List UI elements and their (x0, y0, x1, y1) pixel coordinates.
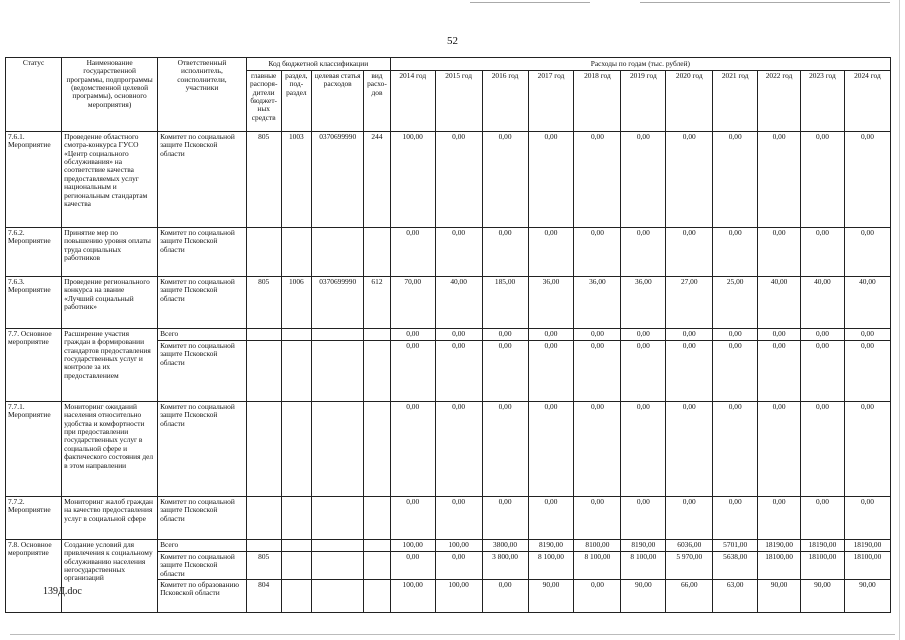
row-status: 7.6.2. Мероприятие (6, 228, 62, 277)
row-year-value: 0,00 (844, 132, 890, 228)
row-vr: 244 (364, 132, 391, 228)
row-year-value: 0,00 (758, 402, 801, 497)
row-year-value: 8190,00 (621, 540, 666, 552)
row-csr (312, 552, 364, 580)
row-year-value: 0,00 (713, 341, 758, 402)
row-year-value: 0,00 (713, 132, 758, 228)
row-year-value: 0,00 (574, 402, 621, 497)
row-year-value: 0,00 (528, 341, 574, 402)
row-year-value: 0,00 (844, 329, 890, 341)
row-year-value: 185,00 (482, 277, 528, 329)
row-status: 7.6.1. Мероприятие (6, 132, 62, 228)
row-year-value: 0,00 (844, 497, 890, 540)
header-year: 2017 год (528, 71, 574, 132)
row-year-value: 0,00 (482, 580, 528, 613)
row-year-value: 0,00 (844, 228, 890, 277)
row-name: Мониторинг ожиданий населения относительно удобства и комфортности при предоставлении государственных услуг в социальной сфере и фактического состояния дел в этом направлении (62, 402, 158, 497)
row-year-value: 0,00 (713, 228, 758, 277)
row-grbs (246, 341, 281, 402)
row-grbs (246, 540, 281, 552)
row-year-value: 36,00 (621, 277, 666, 329)
row-status: 7.7.1. Мероприятие (6, 402, 62, 497)
row-responsible: Комитет по социальной защите Псковской области (158, 132, 247, 228)
row-year-value: 0,00 (713, 497, 758, 540)
row-year-value: 0,00 (528, 329, 574, 341)
row-vr (364, 228, 391, 277)
row-year-value: 0,00 (390, 329, 435, 341)
row-grbs: 804 (246, 580, 281, 613)
row-year-value: 0,00 (621, 228, 666, 277)
row-razdel: 1006 (281, 277, 312, 329)
table-body (6, 132, 891, 613)
row-year-value: 5 970,00 (666, 552, 713, 580)
row-year-value: 0,00 (435, 402, 482, 497)
row-year-value: 0,00 (621, 132, 666, 228)
row-status: 7.7.2. Мероприятие (6, 497, 62, 540)
row-csr: 0370699990 (312, 132, 364, 228)
row-year-value: 100,00 (390, 132, 435, 228)
row-year-value: 0,00 (713, 402, 758, 497)
row-year-value: 0,00 (390, 341, 435, 402)
row-responsible: Комитет по образованию Псковской области (158, 580, 247, 613)
row-grbs: 805 (246, 552, 281, 580)
row-year-value: 0,00 (574, 497, 621, 540)
row-year-value: 3800,00 (482, 540, 528, 552)
row-csr (312, 329, 364, 341)
row-responsible: Всего (158, 540, 247, 552)
row-razdel (281, 402, 312, 497)
row-name: Создание условий для привлечения к социальному обслуживанию населения негосударственных организаций (62, 540, 158, 613)
row-year-value: 0,00 (844, 402, 890, 497)
row-year-value: 36,00 (574, 277, 621, 329)
row-grbs: 805 (246, 132, 281, 228)
row-grbs (246, 402, 281, 497)
row-csr (312, 580, 364, 613)
scan-edge (899, 0, 900, 640)
row-status: 7.6.3. Мероприятие (6, 277, 62, 329)
row-status: 7.7. Основное мероприятие (6, 329, 62, 402)
row-grbs (246, 228, 281, 277)
row-name: Проведение областного смотра-конкурса ГУСО «Центр социального обслуживания» на соответствие качества предоставляемых услуг национальным и региональным стандартам качества (62, 132, 158, 228)
row-year-value: 18100,00 (758, 552, 801, 580)
row-year-value: 0,00 (435, 132, 482, 228)
row-year-value: 90,00 (758, 580, 801, 613)
table-row (6, 329, 891, 341)
row-year-value: 0,00 (574, 341, 621, 402)
table-row (6, 497, 891, 540)
table-row (6, 540, 891, 552)
header-status: Статус (6, 58, 62, 132)
row-year-value: 100,00 (435, 580, 482, 613)
row-status: 7.8. Основное мероприятие (6, 540, 62, 613)
row-year-value: 40,00 (435, 277, 482, 329)
row-year-value: 40,00 (801, 277, 845, 329)
row-year-value: 0,00 (666, 228, 713, 277)
row-year-value: 18190,00 (844, 540, 890, 552)
row-year-value: 90,00 (801, 580, 845, 613)
row-year-value: 0,00 (528, 228, 574, 277)
row-razdel (281, 580, 312, 613)
header-year: 2020 год (666, 71, 713, 132)
row-responsible: Комитет по социальной защите Псковской области (158, 402, 247, 497)
row-year-value: 0,00 (482, 132, 528, 228)
row-year-value: 0,00 (435, 552, 482, 580)
row-year-value: 0,00 (435, 341, 482, 402)
row-year-value: 0,00 (574, 228, 621, 277)
scan-artifact-line (640, 2, 890, 3)
row-razdel: 1003 (281, 132, 312, 228)
row-year-value: 0,00 (801, 132, 845, 228)
row-razdel (281, 540, 312, 552)
row-year-value: 0,00 (758, 132, 801, 228)
row-year-value: 8 100,00 (621, 552, 666, 580)
row-year-value: 0,00 (435, 497, 482, 540)
row-grbs (246, 497, 281, 540)
row-year-value: 0,00 (482, 341, 528, 402)
row-year-value: 0,00 (390, 552, 435, 580)
row-year-value: 0,00 (390, 402, 435, 497)
row-year-value: 63,00 (713, 580, 758, 613)
row-year-value: 0,00 (666, 402, 713, 497)
header-year: 2016 год (482, 71, 528, 132)
row-year-value: 0,00 (482, 228, 528, 277)
row-csr (312, 228, 364, 277)
header-year: 2019 год (621, 71, 666, 132)
row-razdel (281, 341, 312, 402)
row-year-value: 0,00 (758, 341, 801, 402)
table-row (6, 132, 891, 228)
row-grbs: 805 (246, 277, 281, 329)
row-year-value: 6036,00 (666, 540, 713, 552)
row-year-value: 40,00 (758, 277, 801, 329)
row-year-value: 0,00 (574, 329, 621, 341)
header-year: 2021 год (713, 71, 758, 132)
row-year-value: 8 100,00 (528, 552, 574, 580)
row-year-value: 0,00 (574, 580, 621, 613)
row-year-value: 0,00 (528, 132, 574, 228)
row-responsible: Комитет по социальной защите Псковской области (158, 497, 247, 540)
row-year-value: 27,00 (666, 277, 713, 329)
row-name: Расширение участия граждан в формировании стандартов предоставления государственных услуг и контроле за их предоставлением (62, 329, 158, 402)
row-vr (364, 580, 391, 613)
row-year-value: 100,00 (390, 540, 435, 552)
row-year-value: 18100,00 (844, 552, 890, 580)
row-razdel (281, 497, 312, 540)
row-year-value: 0,00 (801, 329, 845, 341)
row-year-value: 0,00 (390, 228, 435, 277)
row-year-value: 0,00 (482, 329, 528, 341)
row-responsible: Всего (158, 329, 247, 341)
row-year-value: 90,00 (621, 580, 666, 613)
row-year-value: 0,00 (801, 402, 845, 497)
row-year-value: 0,00 (666, 497, 713, 540)
header-expenses: Расходы по годам (тыс. рублей) (390, 58, 890, 71)
scan-artifact-line (10, 634, 895, 635)
row-responsible: Комитет по социальной защите Псковской области (158, 341, 247, 402)
row-razdel (281, 552, 312, 580)
row-year-value: 18190,00 (801, 540, 845, 552)
row-year-value: 0,00 (758, 497, 801, 540)
row-vr (364, 540, 391, 552)
row-year-value: 0,00 (435, 228, 482, 277)
row-year-value: 100,00 (390, 580, 435, 613)
row-year-value: 0,00 (801, 497, 845, 540)
row-year-value: 90,00 (528, 580, 574, 613)
row-csr (312, 402, 364, 497)
table-row (6, 402, 891, 497)
row-year-value: 0,00 (844, 341, 890, 402)
row-year-value: 0,00 (390, 497, 435, 540)
row-year-value: 0,00 (482, 497, 528, 540)
row-responsible: Комитет по социальной защите Псковской области (158, 552, 247, 580)
scan-artifact-line (470, 2, 590, 3)
row-grbs (246, 329, 281, 341)
header-year: 2023 год (801, 71, 845, 132)
row-razdel (281, 228, 312, 277)
row-year-value: 0,00 (666, 341, 713, 402)
footer-filename: 139Д.doc (43, 586, 82, 597)
header-razdel: раздел, под-раздел (281, 71, 312, 132)
row-vr (364, 341, 391, 402)
budget-table (5, 57, 891, 613)
row-name: Мониторинг жалоб граждан на качество предоставления услуг в социальной сфере (62, 497, 158, 540)
header-responsible: Ответственный исполнитель, соисполнители, участники (158, 58, 247, 132)
row-year-value: 0,00 (666, 329, 713, 341)
row-year-value: 0,00 (528, 402, 574, 497)
row-year-value: 70,00 (390, 277, 435, 329)
header-grbs: главные распоря-дители бюджет-ных средств (246, 71, 281, 132)
table-row (6, 228, 891, 277)
row-year-value: 0,00 (621, 497, 666, 540)
row-vr (364, 402, 391, 497)
row-year-value: 0,00 (713, 329, 758, 341)
row-year-value: 8100,00 (574, 540, 621, 552)
page-number: 52 (447, 35, 458, 47)
row-csr: 0370699990 (312, 277, 364, 329)
row-vr: 612 (364, 277, 391, 329)
row-vr (364, 552, 391, 580)
header-row-1 (6, 58, 891, 71)
header-vr: вид расхо-дов (364, 71, 391, 132)
row-year-value: 18100,00 (801, 552, 845, 580)
row-year-value: 0,00 (528, 497, 574, 540)
row-name: Проведение регионального конкурса на звание «Лучший социальный работник» (62, 277, 158, 329)
row-year-value: 0,00 (666, 132, 713, 228)
row-year-value: 0,00 (758, 228, 801, 277)
row-year-value: 3 800,00 (482, 552, 528, 580)
header-year: 2022 год (758, 71, 801, 132)
row-razdel (281, 329, 312, 341)
row-year-value: 0,00 (801, 228, 845, 277)
header-year: 2015 год (435, 71, 482, 132)
row-year-value: 0,00 (621, 329, 666, 341)
row-year-value: 40,00 (844, 277, 890, 329)
row-year-value: 0,00 (758, 329, 801, 341)
row-year-value: 0,00 (574, 132, 621, 228)
header-name: Наименование государственной программы, подпрограммы (ведомственной целевой программы), основного мероприятия) (62, 58, 158, 132)
row-year-value: 25,00 (713, 277, 758, 329)
row-csr (312, 341, 364, 402)
row-year-value: 0,00 (435, 329, 482, 341)
row-year-value: 36,00 (528, 277, 574, 329)
row-year-value: 8190,00 (528, 540, 574, 552)
row-csr (312, 540, 364, 552)
row-year-value: 8 100,00 (574, 552, 621, 580)
row-year-value: 0,00 (621, 402, 666, 497)
row-year-value: 0,00 (801, 341, 845, 402)
row-year-value: 18190,00 (758, 540, 801, 552)
row-vr (364, 329, 391, 341)
row-name: Принятие мер по повышению уровня оплаты труда социальных работников (62, 228, 158, 277)
row-year-value: 66,00 (666, 580, 713, 613)
row-csr (312, 497, 364, 540)
header-csr: целевая статья расходов (312, 71, 364, 132)
row-responsible: Комитет по социальной защите Псковской области (158, 277, 247, 329)
row-year-value: 100,00 (435, 540, 482, 552)
row-vr (364, 497, 391, 540)
row-year-value: 5701,00 (713, 540, 758, 552)
header-year: 2014 год (390, 71, 435, 132)
row-responsible: Комитет по социальной защите Псковской области (158, 228, 247, 277)
table-row (6, 277, 891, 329)
header-year: 2018 год (574, 71, 621, 132)
row-year-value: 0,00 (482, 402, 528, 497)
header-budget-code: Код бюджетной классификации (246, 58, 390, 71)
row-year-value: 90,00 (844, 580, 890, 613)
row-year-value: 5638,00 (713, 552, 758, 580)
row-year-value: 0,00 (621, 341, 666, 402)
header-year: 2024 год (844, 71, 890, 132)
